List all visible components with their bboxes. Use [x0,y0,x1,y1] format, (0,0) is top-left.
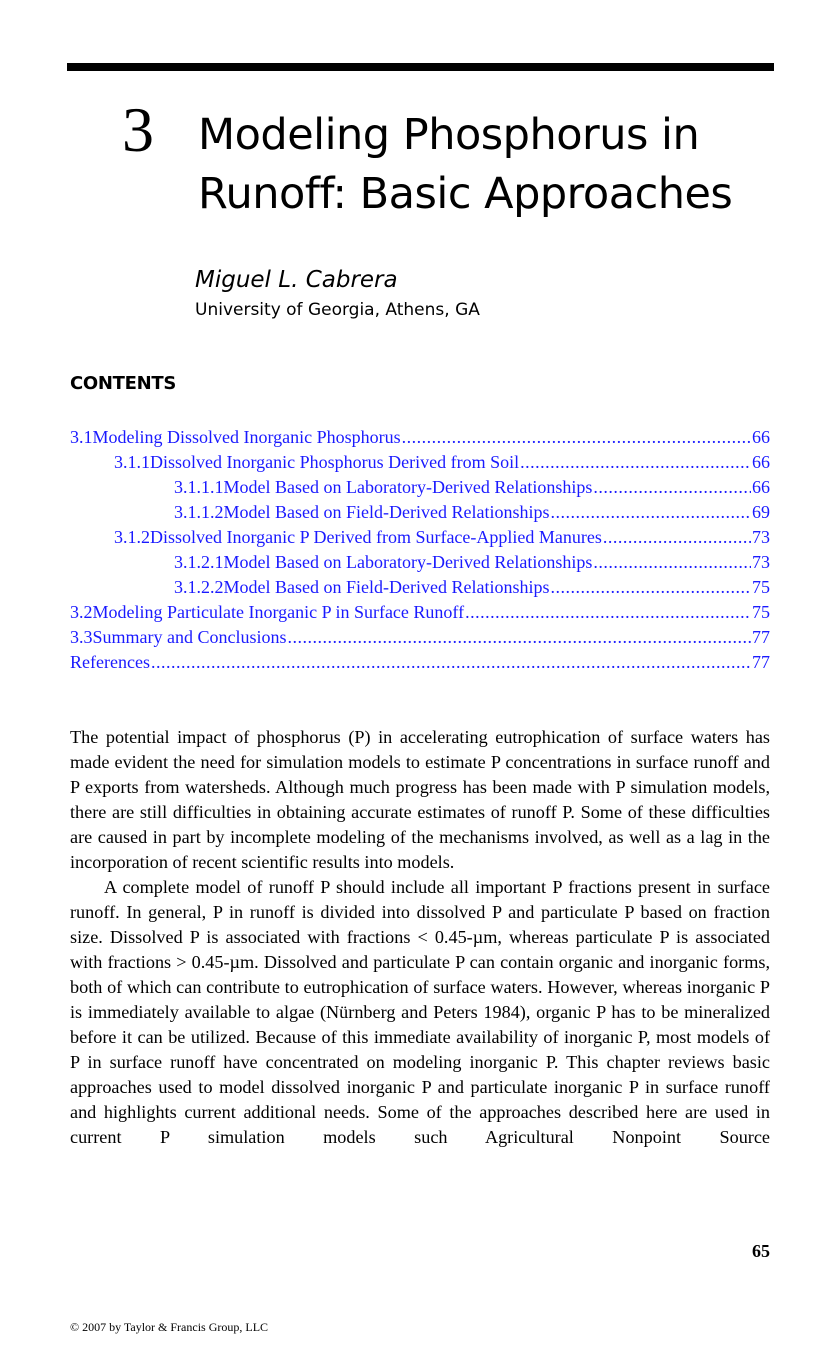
toc-entry-title: References [70,652,150,672]
toc-entry-references[interactable] [70,650,770,675]
toc-entry-page: 66 [752,477,770,497]
body-text [70,725,770,1150]
top-rule [67,63,774,71]
contents-heading: CONTENTS [70,373,177,394]
author-name: Miguel L. Cabrera [195,267,398,293]
toc-entry-number: 3.2 [70,602,93,622]
toc-dot-leader [402,425,751,450]
toc-entry-number: 3.1.1 [114,452,150,472]
toc-entry-title: Dissolved Inorganic Phosphorus Derived from Soil [150,452,520,472]
toc-entry-page: 66 [752,452,770,472]
table-of-contents [70,425,770,675]
toc-entry-number: 3.1.2 [114,527,150,547]
toc-dot-leader [465,600,751,625]
toc-dot-leader [603,525,751,550]
toc-entry-title: Modeling Particulate Inorganic P in Surface Runoff [92,602,465,622]
toc-dot-leader [593,550,751,575]
toc-entry-page: 75 [752,602,770,622]
toc-dot-leader [550,500,751,525]
toc-entry-page: 77 [752,652,770,672]
toc-entry-3-1-1[interactable] [70,450,770,475]
toc-entry-number: 3.3 [70,627,93,647]
toc-entry-3-1-1-2[interactable] [70,500,770,525]
toc-entry-title: Model Based on Laboratory-Derived Relationships [223,552,593,572]
toc-entry-title: Dissolved Inorganic P Derived from Surface-Applied Manures [150,527,602,547]
toc-entry-number: 3.1 [70,427,93,447]
chapter-title-line-1: Modeling Phosphorus in [198,110,700,160]
copyright-notice: © 2007 by Taylor & Francis Group, LLC [70,1320,269,1334]
toc-dot-leader [151,650,751,675]
toc-entry-title: Modeling Dissolved Inorganic Phosphorus [92,427,401,447]
toc-entry-page: 75 [752,577,770,597]
body-paragraph-2: A complete model of runoff P should include all important P fractions present in surface runoff. In general, P in runoff is divided into dissolved P and particulate P based on fraction size. Dissolved P is associated with fractions < 0.45-µm, whereas particulate P is associated with fractions > 0.45-µm. Dissolved and particulate P can contain organic and inorganic forms, both of which can contribute to eutrophication of surface waters. However, whereas inorganic P is immediately available to algae (Nürnberg and Peters 1984), organic P has to be mineralized before it can be utilized. Because of this immediate availability of inorganic P, most models of P in surface runoff have concentrated on modeling inorganic P. This chapter reviews basic approaches used to model dissolved inorganic P and particulate inorganic P in surface runoff and highlights current additional needs. Some of the approaches described here are used in current P simulation models such Agricultural Nonpoint Source [70,877,770,1147]
chapter-title-line-2: Runoff: Basic Approaches [198,169,733,219]
page-number: 65 [752,1241,770,1261]
toc-entry-title: Model Based on Field-Derived Relationships [223,502,550,522]
author-affiliation: University of Georgia, Athens, GA [195,300,480,320]
toc-entry-page: 69 [752,502,770,522]
toc-entry-number: 3.1.1.2 [174,502,224,522]
toc-entry-3-2[interactable] [70,600,770,625]
toc-entry-page: 77 [752,627,770,647]
toc-dot-leader [550,575,751,600]
toc-entry-3-1-1-1[interactable] [70,475,770,500]
toc-entry-title: Model Based on Laboratory-Derived Relationships [223,477,593,497]
toc-entry-number: 3.1.2.2 [174,577,224,597]
toc-entry-page: 73 [752,552,770,572]
toc-dot-leader [288,625,752,650]
toc-entry-page: 66 [752,427,770,447]
toc-entry-page: 73 [752,527,770,547]
toc-entry-title: Summary and Conclusions [92,627,287,647]
toc-entry-3-1-2-2[interactable] [70,575,770,600]
body-paragraph-1: The potential impact of phosphorus (P) in accelerating eutrophication of surface waters has made evident the need for simulation models to estimate P concentrations in surface runoff and P exports from watersheds. Although much progress has been made with P simulation models, there are still difficulties in obtaining accurate estimates of runoff P. Some of these difficulties are caused in part by incomplete modeling of the mechanisms involved, as well as a lag in the incorporation of recent scientific results into models. [70,727,770,872]
toc-entry-3-3[interactable] [70,625,770,650]
toc-dot-leader [593,475,751,500]
chapter-title [198,106,798,224]
toc-entry-3-1-2-1[interactable] [70,550,770,575]
toc-entry-3-1[interactable] [70,425,770,450]
toc-entry-3-1-2[interactable] [70,525,770,550]
toc-entry-number: 3.1.1.1 [174,477,224,497]
toc-entry-number: 3.1.2.1 [174,552,224,572]
toc-dot-leader [520,450,751,475]
toc-entry-title: Model Based on Field-Derived Relationships [223,577,550,597]
chapter-number: 3 [122,94,154,165]
